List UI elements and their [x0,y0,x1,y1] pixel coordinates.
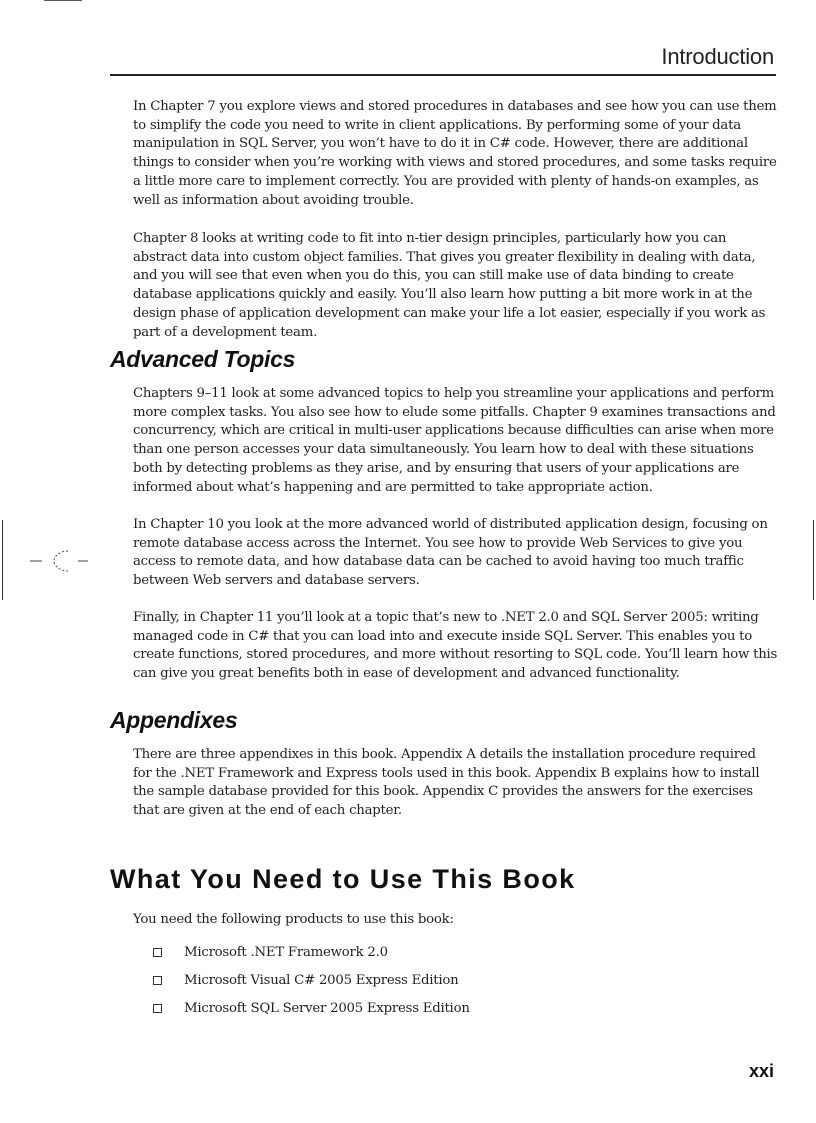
checkbox-bullet-icon [153,948,162,957]
running-head: Introduction [661,44,774,69]
advanced-paragraph-2: In Chapter 10 you look at the more advanced world of distributed application design, focusing on remote database access across the Internet. You see how to provide Web Services to give you access to remote data, and how database data can be cached to avoid having too much traffic between Web servers and database servers. [133,517,768,589]
list-item [153,943,388,961]
header-rule [110,74,776,76]
left-crop-mark [2,520,3,600]
intro-paragraph-1: In Chapter 7 you explore views and stored procedures in databases and see how you can use them to simplify the code you need to write in client applications. By performing some of your data manipulation in SQL Server, you won’t have to do it in C# code. However, there are additional things to consider when you’re working with views and stored procedures, and some tasks require a little more care to implement correctly. You are provided with plenty of hands-on examples, as well as information about avoiding trouble. [133,99,777,208]
advanced-paragraph-1: Chapters 9–11 look at some advanced topics to help you streamline your applications and perform more complex tasks. You also see how to elude some pitfalls. Chapter 9 examines transactions and concurrency, which are critical in multi-user applications because difficulties can arise when more than one person accesses your data simultaneously. You learn how to deal with these situations both by detecting problems as they arise, and by ensuring that users of your applications are informed about what’s happening and are permitted to take appropriate action. [133,386,776,495]
list-item-text: Microsoft SQL Server 2005 Express Edition [184,1000,470,1016]
checkbox-bullet-icon [153,976,162,985]
what-you-need-heading: What You Need to Use This Book [110,864,576,894]
list-item-text: Microsoft Visual C# 2005 Express Edition [184,972,459,988]
top-crop-rule [44,0,82,1]
advanced-paragraph-3: Finally, in Chapter 11 you’ll look at a topic that’s new to .NET 2.0 and SQL Server 2005: writing managed code in C# that you can load into and execute inside SQL Server. This enables you to create functions, stored procedures, and more without resorting to SQL code. You’ll learn how this can give you great benefits both in ease of development and advanced functionality. [133,610,778,682]
appendixes-paragraph: There are three appendixes in this book. Appendix A details the installation procedure required for the .NET Framework and Express tools used in this book. Appendix B explains how to install the sample database provided for this book. Appendix C provides the answers for the exercises that are given at the end of each chapter. [133,747,760,819]
registration-mark-icon [30,548,90,578]
list-item [153,971,458,989]
appendixes-heading: Appendixes [110,707,238,733]
advanced-topics-heading: Advanced Topics [110,346,296,372]
right-crop-mark [813,520,814,600]
checkbox-bullet-icon [153,1004,162,1013]
intro-paragraph-2: Chapter 8 looks at writing code to fit into n-tier design principles, particularly how you can abstract data into custom object families. That gives you greater flexibility in dealing with data, and you will see that even when you do this, you can still make use of data binding to create database applications quickly and easily. You’ll also learn how putting a bit more work in at the design phase of application development can make your life a lot easier, especially if you work as part of a development team. [133,231,766,340]
list-item [153,999,470,1017]
what-you-need-intro: You need the following products to use this book: [133,912,454,927]
page-number: xxi [748,1061,774,1081]
list-item-text: Microsoft .NET Framework 2.0 [184,944,388,960]
